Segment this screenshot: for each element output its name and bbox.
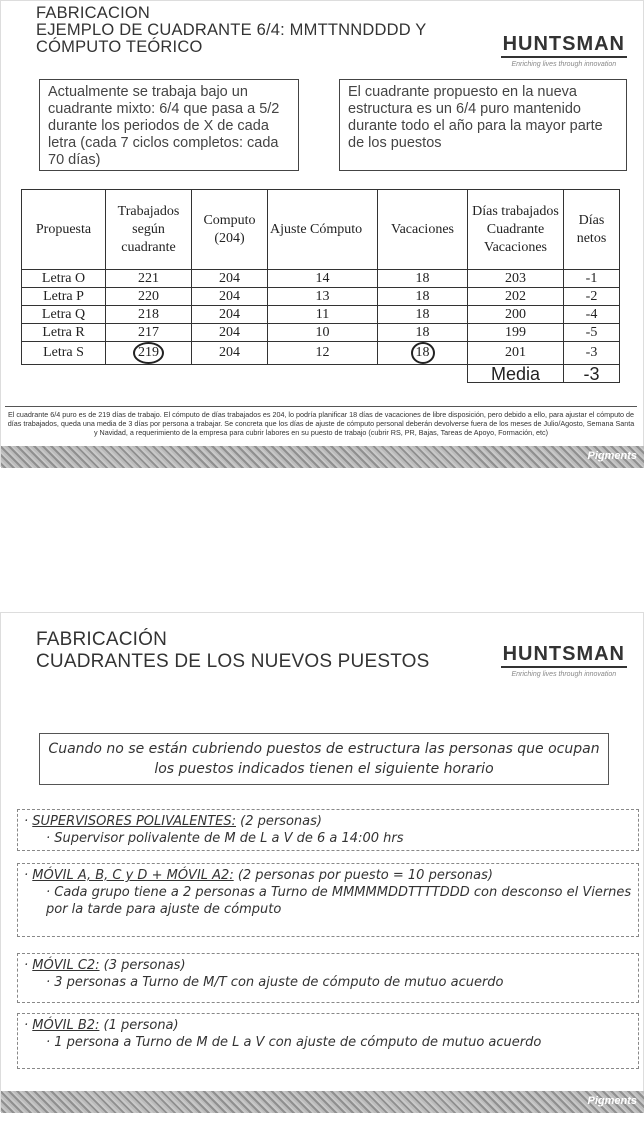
logo-tagline: Enriching lives through innovation [511,61,617,68]
group-count: (2 personas) [235,814,322,829]
group-head: · MÓVIL C2: (3 personas) [24,958,186,973]
group-count: (1 persona) [99,1018,179,1033]
note-proposed: El cuadrante propuesto en la nueva estructura es un 6/4 puro mantenido durante todo el año para la mayor parte de los puestos [339,79,627,171]
table-cell: 202 [468,288,564,306]
table-row [22,270,620,288]
table-cell: 14 [268,270,378,288]
table-cell: Letra R [22,324,106,342]
slide-nuevos-puestos [0,612,644,1112]
circled-value: 18 [411,342,435,364]
note-current: Actualmente se trabaja bajo un cuadrante mixto: 6/4 que pasa a 5/2 durante los periodos de X de cada letra (cada 7 ciclos completos: cada 70 días) [39,79,299,171]
table-cell: 203 [468,270,564,288]
table-cell: Letra Q [22,306,106,324]
group-head: · MÓVIL B2: (1 persona) [24,1018,179,1033]
table-cell: Letra O [22,270,106,288]
table-cell: 12 [268,342,378,365]
header-cell: Propuesta [22,190,106,270]
table-cell: 199 [468,324,564,342]
table-cell: 18 [378,306,468,324]
group-count: (2 personas por puesto = 10 personas) [233,868,493,883]
table-cell [106,342,192,365]
table-cell: 201 [468,342,564,365]
group-title: MÓVIL B2: [32,1018,100,1033]
table-cell: -3 [564,342,620,365]
title-line: FABRICACION [36,4,151,22]
table-cell: 204 [192,270,268,288]
table-cell: 10 [268,324,378,342]
table-cell: Letra P [22,288,106,306]
group-head: · MÓVIL A, B, C y D + MÓVIL A2: (2 personas por puesto = 10 personas) [24,868,493,883]
group-movil-b2 [17,1013,639,1069]
footnote: El cuadrante 6/4 puro es de 219 días de trabajo. El cómputo de días trabajados es 204, lo podría planificar 18 días de vacaciones de libre disposición, pero debido a ello, para ajustar el cómputo de días trabajados, queda una media de 3 días por persona a trabajar. Se concreta que los días de ajuste de cómputo personal deberán devolverse fuera de los meses de Julio/Agosto, Semana Santa y Navidad, a requerimiento de la empresa para cubrir labores en su puesto de trabajo (cubrir RS, PR, Bajas, Tareas de Apoyo, Formación, etc) [5,406,637,437]
circled-value: 219 [133,342,164,364]
title-line: FABRICACIÓN [36,629,167,650]
footer-brand: Pigments [587,450,637,462]
media-label: Media [468,365,564,383]
table-cell: -2 [564,288,620,306]
group-count: (3 personas) [99,958,186,973]
table-cell: Letra S [22,342,106,365]
table-cell: 204 [192,342,268,365]
table-cell: 18 [378,270,468,288]
table-cell: 13 [268,288,378,306]
logo-brand: HUNTSMAN [501,643,627,668]
table-cell [378,342,468,365]
group-title: MÓVIL C2: [32,958,100,973]
media-value: -3 [564,365,620,383]
header-cell: Días netos [564,190,620,270]
logo-brand: HUNTSMAN [501,33,627,58]
table-row [22,324,620,342]
group-detail: · Supervisor polivalente de M de L a V de 6 a 14:00 hrs [46,831,404,846]
group-detail: · Cada grupo tiene a 2 personas a Turno de MMMMMDDTTTTDDD con desconso el Viernes por la tarde para ajuste de cómputo [46,885,632,917]
footer-bar [1,446,644,468]
header-cell: Ajuste Cómputo [268,190,378,270]
table-row [22,306,620,324]
header-cell: Vacaciones [378,190,468,270]
title-line: EJEMPLO DE CUADRANTE 6/4: MMTTNNDDDD Y [36,21,427,39]
group-head: · SUPERVISORES POLIVALENTES: (2 personas) [24,814,322,829]
group-movil-c2 [17,953,639,1003]
title-line: CUADRANTES DE LOS NUEVOS PUESTOS [36,651,430,672]
logo-tagline: Enriching lives through innovation [511,671,617,678]
table-cell: 18 [378,324,468,342]
table-cell: 11 [268,306,378,324]
group-detail: · 3 personas a Turno de M/T con ajuste de cómputo de mutuo acuerdo [46,975,504,990]
comparison-table [21,189,620,383]
table-cell: -4 [564,306,620,324]
group-title: SUPERVISORES POLIVALENTES: [32,814,236,829]
table-cell: 221 [106,270,192,288]
title-line: CÓMPUTO TEÓRICO [36,38,203,56]
footer-bar [1,1091,644,1113]
header-cell: Trabajados según cuadrante [106,190,192,270]
huntsman-logo [501,643,627,678]
table-cell: -5 [564,324,620,342]
table-cell: 218 [106,306,192,324]
table-cell: 204 [192,288,268,306]
slide1-title [36,5,427,56]
table-cell: 204 [192,306,268,324]
group-supervisores [17,809,639,851]
header-cell: Computo (204) [192,190,268,270]
slide2-title [36,629,430,673]
media-row [22,365,620,383]
empty-cell [22,365,468,383]
table-row [22,342,620,365]
group-title: MÓVIL A, B, C y D + MÓVIL A2: [32,868,234,883]
group-detail: · 1 persona a Turno de M de L a V con ajuste de cómputo de mutuo acuerdo [46,1035,542,1050]
comparison-table-wrapper [21,189,633,383]
table-cell: 200 [468,306,564,324]
group-movil-abcd [17,863,639,937]
table-header-row [22,190,620,270]
slide-cuadrante [0,0,644,467]
table-cell: -1 [564,270,620,288]
table-row [22,288,620,306]
table-cell: 220 [106,288,192,306]
header-cell: Días trabajados Cuadrante Vacaciones [468,190,564,270]
table-cell: 217 [106,324,192,342]
info-box: Cuando no se están cubriendo puestos de estructura las personas que ocupan los puestos indicados tienen el siguiente horario [39,733,609,785]
table-cell: 204 [192,324,268,342]
footer-brand: Pigments [587,1095,637,1107]
table-cell: 18 [378,288,468,306]
huntsman-logo [501,33,627,68]
